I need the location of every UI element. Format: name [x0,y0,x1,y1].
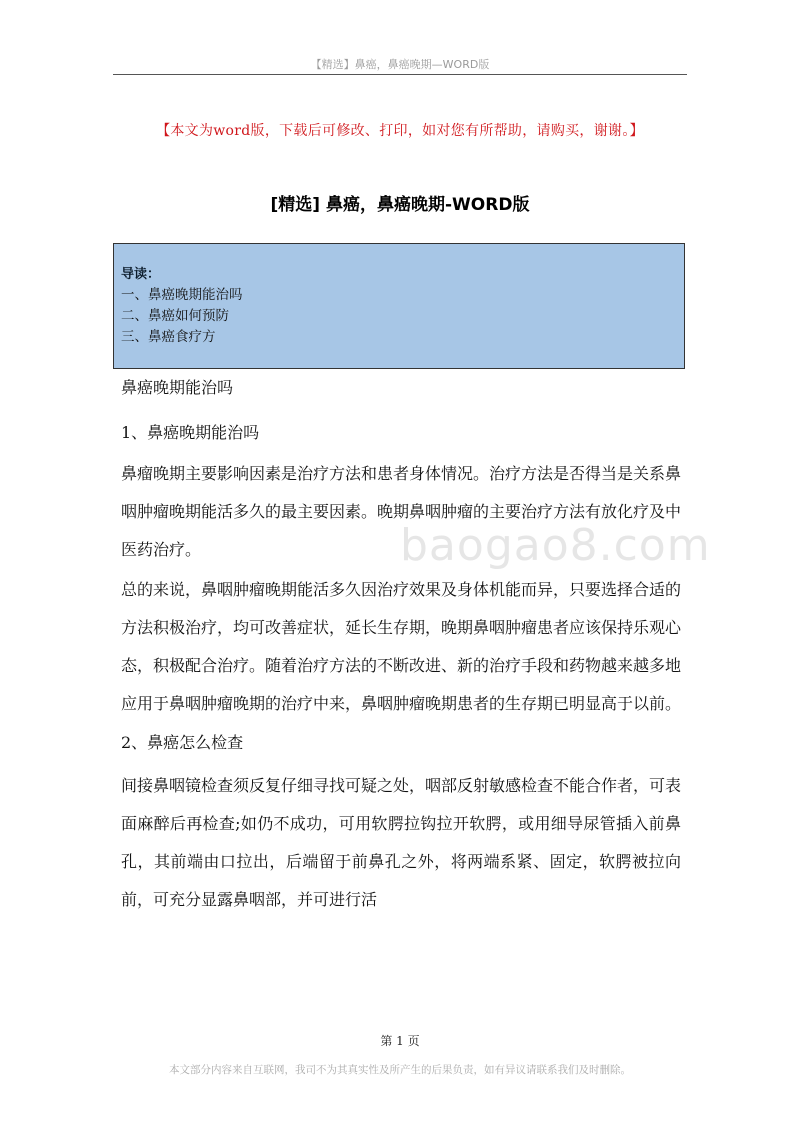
header-divider [113,74,687,75]
subsection-heading: 2、鼻癌怎么检查 [121,733,244,752]
paragraph: 总的来说，鼻咽肿瘤晚期能活多久因治疗效果及身体机能而异，只要选择合适的方法积极治疗，均可改善症状，延长生存期，晚期鼻咽肿瘤患者应该保持乐观心态，积极配合治疗。随着治疗方法的不断改进、新的治疗手段和药物越来越多地应用于鼻咽肿瘤晚期的治疗中来，鼻咽肿瘤晚期患者的生存期已明显高于以前。 [121,580,682,713]
toc-heading: 导读： [121,267,161,282]
document-title: [精选] 鼻癌，鼻癌晚期-WORD版 [270,195,530,215]
page-number: 第 1 页 [380,1034,420,1048]
download-notice: 【本文为word版，下载后可修改、打印，如对您有所帮助，请购买，谢谢。】 [156,123,644,139]
paragraph: 鼻瘤晚期主要影响因素是治疗方法和患者身体情况。治疗方法是否得当是关系鼻咽肿瘤晚期能活多久的最主要因素。晚期鼻咽肿瘤的主要治疗方法有放化疗及中医药治疗。 [121,464,682,559]
toc-item: 一、鼻癌晚期能治吗 [121,287,243,303]
section-title: 鼻癌晚期能治吗 [121,378,234,397]
subsection-heading: 1、鼻癌晚期能治吗 [121,423,260,442]
page-header: 【精选】鼻癌，鼻癌晚期—WORD版 [310,58,490,71]
watermark: baogao8.com [400,520,711,571]
toc-item: 二、鼻癌如何预防 [121,308,229,324]
page-footer: 本文部分内容来自互联网，我司不为其真实性及所产生的后果负责，如有异议请联系我们及时删除。 [169,1064,631,1076]
paragraph: 间接鼻咽镜检查须反复仔细寻找可疑之处，咽部反射敏感检查不能合作者，可表面麻醉后再检查;如仍不成功，可用软腭拉钩拉开软腭，或用细导尿管插入前鼻孔，其前端由口拉出，后端留于前鼻孔之外，将两端系紧、固定，软腭被拉向前，可充分显露鼻咽部，并可进行活 [121,776,682,909]
table-of-contents [113,243,685,369]
document-body [121,378,681,919]
toc-item: 三、鼻癌食疗方 [121,329,216,345]
